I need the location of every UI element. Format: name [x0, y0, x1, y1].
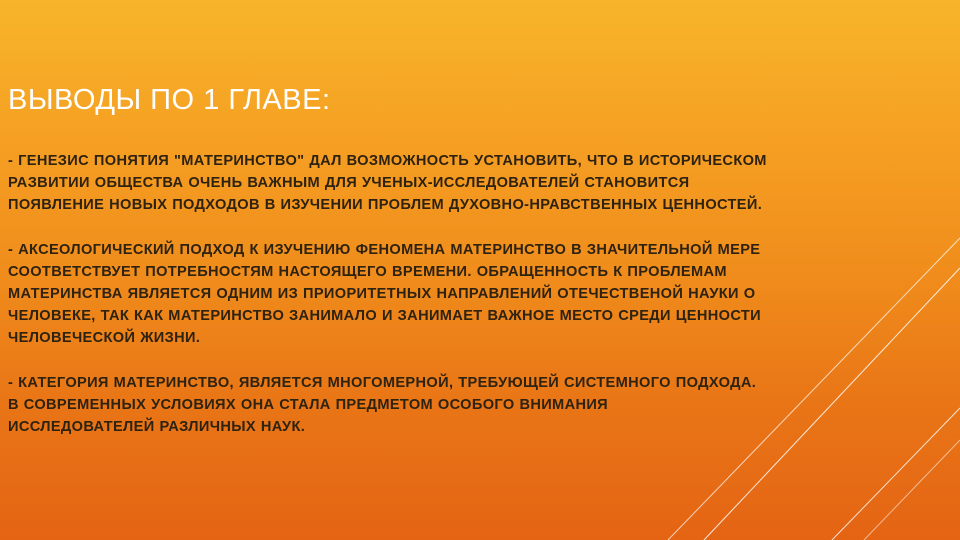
paragraph-category: [8, 372, 953, 439]
paragraph-axiological: [8, 239, 953, 350]
paragraph-line: ЧЕЛОВЕКЕ, ТАК КАК МАТЕРИНСТВО ЗАНИМАЛО И ЗАНИМАЕТ ВАЖНОЕ МЕСТО СРЕДИ ЦЕННОСТИ: [8, 308, 761, 325]
paragraph-line: МАТЕРИНСТВА ЯВЛЯЕТСЯ ОДНИМ ИЗ ПРИОРИТЕТНЫХ НАПРАВЛЕНИЙ ОТЕЧЕСТВЕНОЙ НАУКИ О: [8, 286, 756, 303]
paragraph-line: - КАТЕГОРИЯ МАТЕРИНСТВО, ЯВЛЯЕТСЯ МНОГОМЕРНОЙ, ТРЕБУЮЩЕЙ СИСТЕМНОГО ПОДХОДА.: [8, 374, 757, 391]
slide-title: [8, 84, 331, 117]
slide-body: [8, 150, 953, 460]
paragraph-line: - ГЕНЕЗИС ПОНЯТИЯ "МАТЕРИНСТВО" ДАЛ ВОЗМОЖНОСТЬ УСТАНОВИТЬ, ЧТО В ИСТОРИЧЕСКОМ: [8, 153, 767, 169]
paragraph-line: ЧЕЛОВЕЧЕСКОЙ ЖИЗНИ.: [8, 330, 201, 347]
paragraph-line: РАЗВИТИИ ОБЩЕСТВА ОЧЕНЬ ВАЖНЫМ ДЛЯ УЧЕНЫХ-ИССЛЕДОВАТЕЛЕЙ СТАНОВИТСЯ: [8, 175, 690, 192]
paragraph-line: СООТВЕТСТВУЕТ ПОТРЕБНОСТЯМ НАСТОЯЩЕГО ВРЕМЕНИ. ОБРАЩЕННОСТЬ К ПРОБЛЕМАМ: [8, 263, 727, 280]
paragraph-genesis: [8, 150, 953, 217]
paragraph-line: - АКСЕОЛОГИЧЕСКИЙ ПОДХОД К ИЗУЧЕНИЮ ФЕНОМЕНА МАТЕРИНСТВО В ЗНАЧИТЕЛЬНОЙ МЕРЕ: [8, 241, 761, 258]
paragraph-line: ИССЛЕДОВАТЕЛЕЙ РАЗЛИЧНЫХ НАУК.: [8, 419, 306, 436]
slide-title-colon: :: [321, 84, 331, 116]
paragraph-line: В СОВРЕМЕННЫХ УСЛОВИЯХ ОНА СТАЛА ПРЕДМЕТОМ ОСОБОГО ВНИМАНИЯ: [8, 396, 609, 413]
slide-title-text: ВЫВОДЫ ПО 1 ГЛАВЕ: [8, 84, 322, 116]
paragraph-line: ПОЯВЛЕНИЕ НОВЫХ ПОДХОДОВ В ИЗУЧЕНИИ ПРОБЛЕМ ДУХОВНО-НРАВСТВЕННЫХ ЦЕННОСТЕЙ.: [8, 197, 763, 214]
